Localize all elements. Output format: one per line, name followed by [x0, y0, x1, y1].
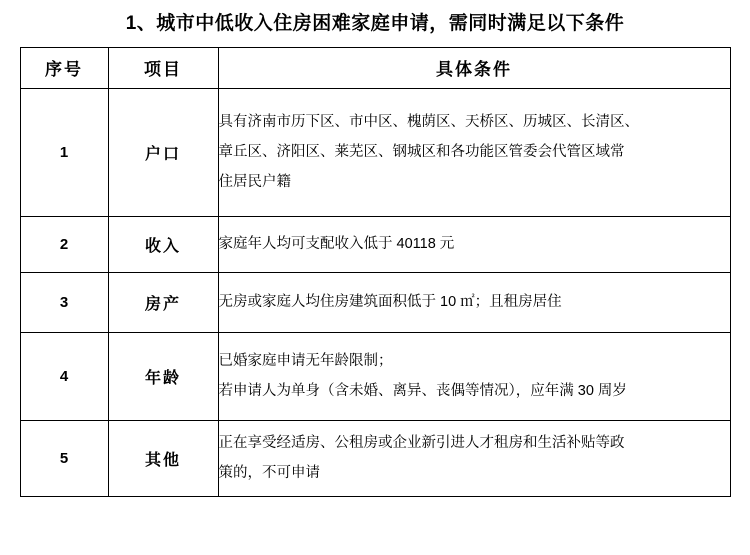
table-row — [20, 216, 730, 272]
row-condition — [218, 88, 730, 216]
row-item: 房产 — [108, 272, 218, 332]
condition-line: 已婚家庭申请无年龄限制； — [218, 353, 393, 370]
table-row — [20, 332, 730, 420]
table-header-row — [20, 47, 730, 88]
condition-line: 策的，不可申请 — [218, 465, 320, 482]
page-title: 1、城市中低收入住房困难家庭申请，需同时满足以下条件 — [125, 13, 625, 34]
row-item: 收入 — [108, 216, 218, 272]
column-header-no: 序号 — [20, 47, 108, 88]
condition-line: 住居民户籍 — [218, 174, 291, 191]
row-item: 其他 — [108, 420, 218, 496]
condition-line: 章丘区、济阳区、莱芜区、钢城区和各功能区管委会代管区域常 — [218, 144, 625, 161]
conditions-table — [20, 47, 731, 497]
row-no: 1 — [20, 88, 108, 216]
row-no: 2 — [20, 216, 108, 272]
row-no: 3 — [20, 272, 108, 332]
table-row — [20, 272, 730, 332]
row-condition — [218, 272, 730, 332]
column-header-condition: 具体条件 — [218, 47, 730, 88]
condition-line: 无房或家庭人均住房建筑面积低于 10 ㎡；且租房居住 — [218, 294, 562, 311]
condition-line: 正在享受经适房、公租房或企业新引进人才租房和生活补贴等政 — [218, 435, 625, 452]
row-item: 年龄 — [108, 332, 218, 420]
row-condition — [218, 216, 730, 272]
column-header-item: 项目 — [108, 47, 218, 88]
row-condition — [218, 420, 730, 496]
table-row — [20, 420, 730, 496]
table-row — [20, 88, 730, 216]
row-condition — [218, 332, 730, 420]
row-no: 5 — [20, 420, 108, 496]
condition-line: 若申请人为单身（含未婚、离异、丧偶等情况），应年满 30 周岁 — [218, 383, 627, 400]
condition-line: 具有济南市历下区、市中区、槐荫区、天桥区、历城区、长清区、 — [218, 114, 639, 131]
row-no: 4 — [20, 332, 108, 420]
condition-line: 家庭年人均可支配收入低于 40118 元 — [218, 236, 455, 253]
row-item: 户口 — [108, 88, 218, 216]
